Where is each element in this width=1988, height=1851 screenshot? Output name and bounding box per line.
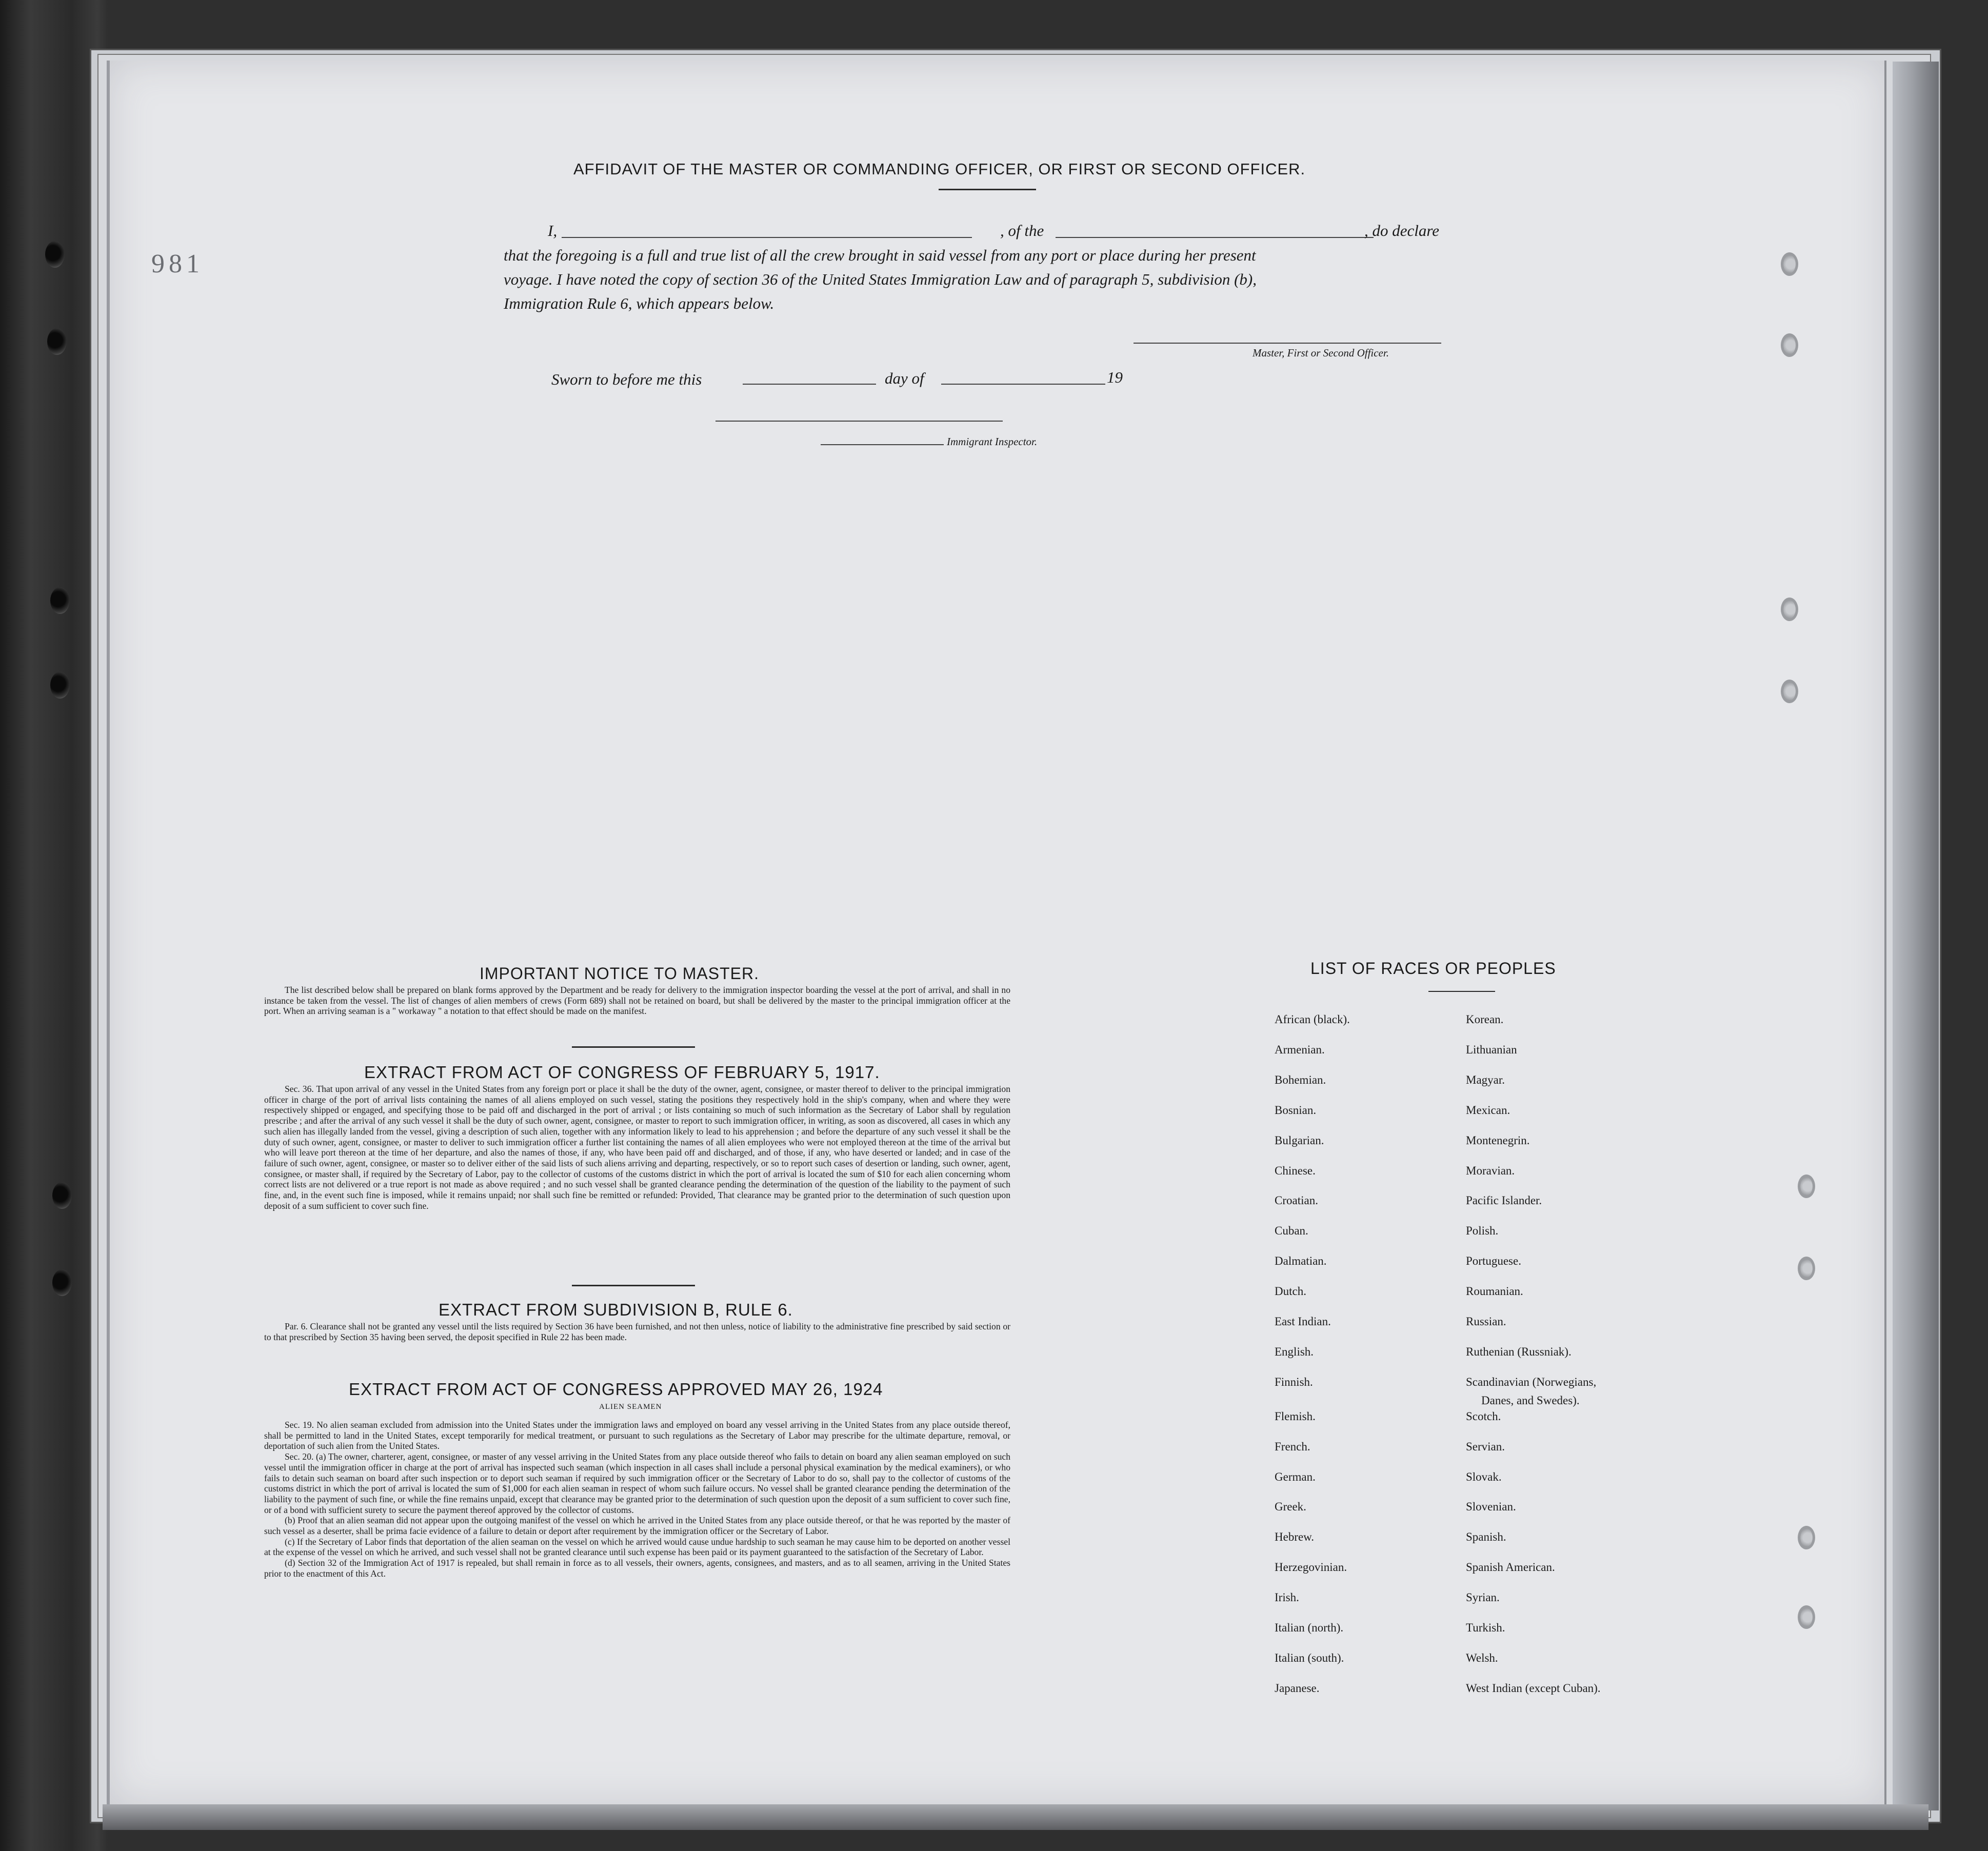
race-item: Greek. [1275, 1500, 1306, 1514]
page-edge-right [1893, 62, 1939, 1810]
sworn-label: Sworn to before me this [551, 370, 702, 388]
extract-1924-paragraph: (c) If the Secretary of Labor finds that deportation of the alien seaman on the vessel on which he arrived would cause undue hardship to such seaman he may cause him to be deported on another vessel at the expense of the vessel on which he arrived, and such vessel shall not be granted clearance until such expense has been paid or its payment guaranteed to the satisfaction of the Secretary of Labor. [264, 1536, 1010, 1558]
race-item: Spanish. [1466, 1530, 1506, 1544]
race-item: Roumanian. [1466, 1285, 1523, 1298]
extract-1917-title: EXTRACT FROM ACT OF CONGRESS OF FEBRUARY 5, 1917. [364, 1063, 880, 1082]
affidavit-declare-label: , do declare [1364, 222, 1440, 240]
vessel-blank [1056, 237, 1374, 238]
race-item: Slovak. [1466, 1470, 1502, 1483]
inspector-short-line [821, 444, 944, 445]
race-item: Ruthenian (Russniak). [1466, 1345, 1572, 1358]
race-item: Dutch. [1275, 1285, 1306, 1298]
race-item: Hebrew. [1275, 1530, 1315, 1544]
extract-1924-subtitle: ALIEN SEAMEN [599, 1403, 662, 1411]
subdivision-b-text [264, 1321, 1010, 1342]
name-blank [562, 237, 972, 238]
race-item: Lithuanian [1466, 1043, 1517, 1056]
page-number: 981 [151, 249, 204, 278]
race-item: Dalmatian. [1275, 1255, 1327, 1268]
race-item: Slovenian. [1466, 1500, 1516, 1514]
race-item: Pacific Islander. [1466, 1194, 1542, 1207]
race-item: Spanish American. [1466, 1561, 1555, 1574]
race-item: Magyar. [1466, 1073, 1505, 1086]
section-rule [572, 1285, 695, 1286]
race-item: English. [1275, 1345, 1314, 1358]
inspector-signature-line [715, 421, 1003, 422]
races-rule [1428, 991, 1495, 992]
race-item: Russian. [1466, 1315, 1506, 1328]
punch-hole-icon [1798, 1526, 1815, 1549]
race-item: Welsh. [1466, 1651, 1498, 1664]
extract-1924-title: EXTRACT FROM ACT OF CONGRESS APPROVED MAY 26, 1924 [349, 1380, 883, 1399]
race-item: Scandinavian (Norwegians, [1466, 1375, 1597, 1388]
race-item: Scotch. [1466, 1409, 1501, 1423]
race-item: Polish. [1466, 1224, 1499, 1238]
signature-line [1134, 343, 1441, 344]
race-item: Mexican. [1466, 1103, 1510, 1117]
race-item: Bulgarian. [1275, 1133, 1324, 1147]
sworn-day-blank [743, 384, 876, 385]
punch-hole-icon [1781, 333, 1798, 357]
race-item: Korean. [1466, 1013, 1504, 1026]
punch-hole-icon [1781, 680, 1798, 703]
subdivision-b-title: EXTRACT FROM SUBDIVISION B, RULE 6. [439, 1300, 793, 1319]
race-item: West Indian (except Cuban). [1466, 1681, 1601, 1695]
race-item: Portuguese. [1466, 1255, 1521, 1268]
punch-hole-icon [52, 1269, 72, 1296]
punch-hole-icon [52, 1182, 72, 1209]
race-item: Croatian. [1275, 1194, 1318, 1207]
race-item: Armenian. [1275, 1043, 1325, 1056]
race-item: Finnish. [1275, 1375, 1313, 1388]
punch-hole-icon [47, 328, 67, 355]
affidavit-line-2: that the foregoing is a full and true list of all the crew brought in said vessel from any port or place during her present [504, 246, 1256, 264]
day-of-label: day of [885, 369, 924, 387]
punch-hole-icon [1798, 1605, 1815, 1629]
punch-hole-icon [45, 241, 65, 268]
subdivision-b-paragraph: Par. 6. Clearance shall not be granted any vessel until the lists required by Section 36 have been furnished, and not then unless, notice of liability to the administrative fine prescribed by said section or to that prescribed by Section 35 having been served, the deposit specified in Rule 22 has been made. [264, 1321, 1010, 1342]
extract-1924-text [264, 1420, 1010, 1579]
extract-1917-text [264, 1084, 1010, 1211]
race-item: Cuban. [1275, 1224, 1308, 1238]
extract-1924-paragraph: (d) Section 32 of the Immigration Act of 1917 is repealed, but shall remain in force as to all vessels, their owners, agents, consignees, and masters, and as to all seamen, arriving in the United States prior to the enactment of this Act. [264, 1558, 1010, 1579]
punch-hole-icon [1781, 598, 1798, 621]
race-item: Moravian. [1466, 1164, 1515, 1177]
race-item: Italian (north). [1275, 1621, 1344, 1634]
race-item: Danes, and Swedes). [1481, 1394, 1580, 1407]
title-rule [939, 189, 1036, 190]
race-item: Bosnian. [1275, 1103, 1317, 1117]
race-item: East Indian. [1275, 1315, 1331, 1328]
notice-text [264, 985, 1010, 1017]
affidavit-i-label: I, [548, 222, 558, 240]
punch-hole-icon [1781, 252, 1798, 276]
affidavit-title: AFFIDAVIT OF THE MASTER OR COMMANDING OFFICER, OR FIRST OR SECOND OFFICER. [573, 160, 1306, 178]
race-item: French. [1275, 1440, 1310, 1453]
affidavit-line-3: voyage. I have noted the copy of section 36 of the United States Immigration Law and of paragraph 5, subdivision (b), [504, 270, 1257, 288]
race-item: Flemish. [1275, 1409, 1316, 1423]
section-rule [572, 1046, 695, 1048]
punch-hole-icon [1798, 1175, 1815, 1198]
sworn-month-blank [941, 384, 1105, 385]
race-item: Herzegovinian. [1275, 1561, 1347, 1574]
race-item: African (black). [1275, 1013, 1350, 1026]
extract-1917-paragraph: Sec. 36. That upon arrival of any vessel in the United States from any foreign port or place it shall be the duty of the owner, agent, consignee, or master thereof to deliver to the principal immigration officer in charge of the port of arrival lists containing the names of all aliens employed on such vessel, stating the positions they respectively hold in the ship's company, when and where they were respectively shipped or engaged, and specifying those to be paid off and discharged in the port of arrival ; or lists containing so much of such information as the Secretary of Labor shall by regulation prescribe ; and after the arrival of any such vessel it shall be the duty of such owner, agent, consignee, or master to report to such immigration officer, in writing, as soon as discovered, all cases in which any such alien has illegally landed from the vessel, giving a description of such alien, together with any information likely to lead to his apprehension ; and before the departure of any such vessel it shall be the duty of such owner, agent, consignee, or master to deliver to such immigration officer a further list containing the names of all alien employees who were not employed thereon at the time of the arrival but who will leave port thereon at the time of her departure, and also the names of those, if any, who have been paid off and discharged, and of those, if any, who have deserted or landed; and in case of the failure of such owner, agent, consignee, or master so to deliver either of the said lists of such aliens arriving and departing, respectively, or so to report such cases of desertion or landing, such owner, agent, consignee, or master shall, if required by the Secretary of Labor, pay to the collector of customs of the customs district in which the port of arrival is located the sum of $10 for each alien concerning whom correct lists are not delivered or a true report is not made as above required ; and no such vessel shall be granted clearance pending the determination of the question of the liability to the payment of such fine, and, in the event such fine is imposed, while it remains unpaid; nor shall such fine be remitted or refunded: Provided, That clearance may be granted prior to the determination of such question upon deposit of a sum sufficient to cover such fine. [264, 1084, 1010, 1211]
race-item: Italian (south). [1275, 1651, 1344, 1664]
extract-1924-paragraph: Sec. 20. (a) The owner, charterer, agent, consignee, or master of any vessel arriving in the United States from any place outside thereof who fails to detain on board any alien seaman employed on such vessel until the immigration officer in charge at the port of arrival has inspected such seaman (which inspection in all cases shall include a personal physical examination by the medical examiners), or who fails to detain such seaman on board after such inspection or to deport such seaman if required by such immigration officer or the Secretary of Labor to do so, shall pay to the collector of customs of the customs district in which the port of arrival is located the sum of $1,000 for each alien seaman in respect of whom such failure occurs. No vessel shall be granted clearance pending the determination of the liability to the payment of such fine, or while the fine remains unpaid, except that clearance may be granted prior to the determination of such question upon the deposit of a sum sufficient to cover such fine, or of a bond with sufficient surety to secure the payment thereof approved by the collector of customs. [264, 1451, 1010, 1515]
race-item: German. [1275, 1470, 1316, 1483]
notice-paragraph: The list described below shall be prepared on blank forms approved by the Department and be ready for delivery to the immigration inspector boarding the vessel at the port of arrival, and shall in no instance be taken from the vessel. The list of changes of alien members of crews (Form 689) shall not be retained on board, but shall be delivered by the master to the principal immigration officer at the port. When an arriving seaman is a " workaway " a notation to that effect should be made on the manifest. [264, 985, 1010, 1017]
race-item: Bohemian. [1275, 1073, 1326, 1086]
punch-hole-icon [50, 672, 70, 699]
page-edge-bottom [103, 1804, 1929, 1830]
signature-caption: Master, First or Second Officer. [1253, 347, 1389, 359]
extract-1924-paragraph: (b) Proof that an alien seaman did not appear upon the outgoing manifest of the vessel on which he arrived in the United States from any place outside thereof, or that he was reported by the master of such vessel as a deserter, shall be prima facie evidence of a failure to detain or deport after requirement by the immigration officer or the Secretary of Labor. [264, 1515, 1010, 1537]
race-item: Servian. [1466, 1440, 1505, 1453]
race-item: Montenegrin. [1466, 1133, 1530, 1147]
race-item: Chinese. [1275, 1164, 1316, 1177]
race-item: Turkish. [1466, 1621, 1505, 1634]
affidavit-line-4: Immigration Rule 6, which appears below. [504, 294, 774, 312]
extract-1924-paragraph: Sec. 19. No alien seaman excluded from admission into the United States under the immigration laws and employed on board any vessel arriving in the United States from any place outside thereof, shall be permitted to land in the United States, except temporarily for medical treatment, or pursuant to such regulations as the Secretary of Labor may prescribe for the ultimate departure, removal, or deportation of such alien from the United States. [264, 1420, 1010, 1451]
race-item: Japanese. [1275, 1681, 1320, 1695]
notice-title: IMPORTANT NOTICE TO MASTER. [480, 964, 759, 983]
affidavit-of-the-label: , of the [1000, 222, 1044, 240]
races-title: LIST OF RACES OR PEOPLES [1310, 959, 1556, 978]
punch-hole-icon [50, 587, 70, 614]
year-prefix: 19 [1107, 368, 1123, 386]
punch-hole-icon [1798, 1257, 1815, 1280]
race-item: Syrian. [1466, 1591, 1500, 1604]
inspector-caption: Immigrant Inspector. [947, 435, 1038, 448]
race-item: Irish. [1275, 1591, 1299, 1604]
